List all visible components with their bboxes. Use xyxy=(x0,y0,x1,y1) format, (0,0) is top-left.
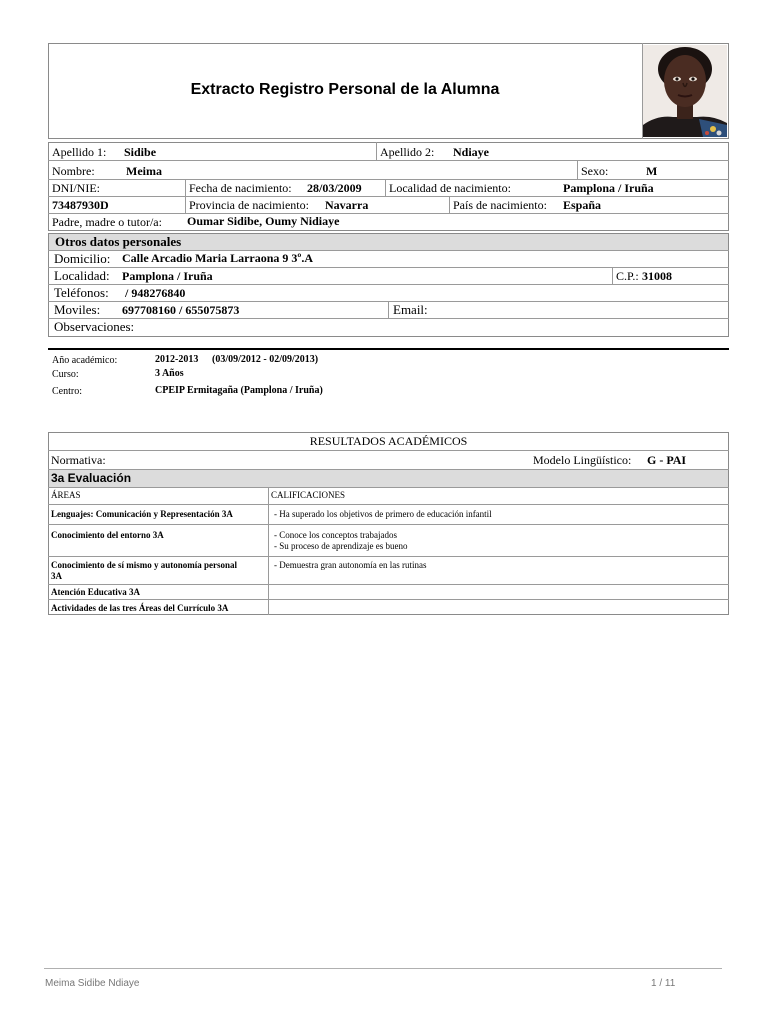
col-divider xyxy=(577,160,578,179)
cp-value: 31008 xyxy=(642,269,672,283)
ano-value: 2012-2013 xyxy=(155,354,199,365)
nombre-label: Nombre: xyxy=(52,164,95,178)
row-divider xyxy=(48,504,729,505)
localidad-label: Localidad: xyxy=(54,268,110,283)
row-divider xyxy=(48,284,729,285)
evaluacion-heading: 3a Evaluación xyxy=(51,471,132,485)
centro-value: CPEIP Ermitagaña (Pamplona / Iruña) xyxy=(155,385,323,396)
calificacion: - Demuestra gran autonomía en las rutinas xyxy=(274,560,427,570)
sexo-value: M xyxy=(646,164,658,178)
provincia-label: Provincia de nacimiento: xyxy=(189,198,309,212)
area-name: Conocimiento de sí mismo y autonomía personal xyxy=(51,560,238,570)
modelo-label: Modelo Lingüístico: xyxy=(533,453,632,467)
domicilio-value: Calle Arcadio Maria Larraona 9 3º.A xyxy=(122,251,314,265)
pais-value: España xyxy=(563,198,602,212)
padres-value: Oumar Sidibe, Oumy Nidiaye xyxy=(187,214,340,228)
area-name-line2: 3A xyxy=(51,571,62,581)
area-name: Lenguajes: Comunicación y Representación 3A xyxy=(51,509,233,519)
row-divider xyxy=(48,267,729,268)
provincia-value: Navarra xyxy=(325,198,369,212)
section-separator xyxy=(48,348,729,350)
moviles-label: Moviles: xyxy=(54,302,101,317)
page-title: Extracto Registro Personal de la Alumna xyxy=(190,81,500,98)
telefonos-value: / 948276840 xyxy=(125,286,186,300)
evaluacion-bg xyxy=(49,470,728,487)
area-name: Atención Educativa 3A xyxy=(51,587,141,597)
dni-value: 73487930D xyxy=(52,198,109,212)
telefonos-label: Teléfonos: xyxy=(54,285,109,300)
calificacion: - Ha superado los objetivos de primero de educación infantil xyxy=(274,509,492,519)
otros-heading: Otros datos personales xyxy=(55,234,182,249)
ano-range: (03/09/2012 - 02/09/2013) xyxy=(212,354,319,365)
localidad-nacimiento-label: Localidad de nacimiento: xyxy=(389,181,511,195)
email-label: Email: xyxy=(393,302,428,317)
fecha-nacimiento-label: Fecha de nacimiento: xyxy=(189,181,292,195)
localidad-value: Pamplona / Iruña xyxy=(122,269,213,283)
apellido2-value: Ndiaye xyxy=(453,145,489,159)
apellido1-label: Apellido 1: xyxy=(52,145,107,159)
resultados-title: RESULTADOS ACADÉMICOS xyxy=(309,434,468,448)
row-divider xyxy=(48,524,729,525)
row-divider xyxy=(48,556,729,557)
apellido2-label: Apellido 2: xyxy=(380,145,435,159)
calificacion: - Conoce los conceptos trabajados xyxy=(274,530,397,540)
calificacion: - Su proceso de aprendizaje es bueno xyxy=(274,541,408,551)
footer-rule xyxy=(44,968,722,969)
row-divider xyxy=(48,213,729,214)
row-divider xyxy=(48,450,729,451)
col-calif-header: CALIFICACIONES xyxy=(271,490,346,500)
row-divider xyxy=(48,179,729,180)
padres-label: Padre, madre o tutor/a: xyxy=(52,215,162,229)
fecha-nacimiento-value: 28/03/2009 xyxy=(307,181,362,195)
row-divider xyxy=(48,318,729,319)
normativa-label: Normativa: xyxy=(51,453,106,467)
nombre-value: Meima xyxy=(126,164,162,178)
apellido1-value: Sidibe xyxy=(124,145,157,159)
dni-label: DNI/NIE: xyxy=(52,181,100,195)
area-name: Conocimiento del entorno 3A xyxy=(51,530,164,540)
curso-label: Curso: xyxy=(52,369,79,380)
localidad-nacimiento-value: Pamplona / Iruña xyxy=(563,181,654,195)
observaciones-label: Observaciones: xyxy=(54,319,135,334)
sexo-label: Sexo: xyxy=(581,164,609,178)
student-photo xyxy=(643,45,727,137)
footer-name: Meima Sidibe Ndiaye xyxy=(45,978,140,989)
curso-value: 3 Años xyxy=(155,368,184,379)
area-name: Actividades de las tres Áreas del Currículo 3A xyxy=(51,603,229,613)
pais-label: País de nacimiento: xyxy=(453,198,547,212)
centro-label: Centro: xyxy=(52,386,82,397)
row-divider xyxy=(48,487,729,488)
col-divider xyxy=(376,142,377,160)
col-divider xyxy=(449,196,450,213)
col-areas-header: ÁREAS xyxy=(51,490,81,500)
page-number: 1 / 11 xyxy=(651,978,676,989)
col-divider xyxy=(385,179,386,196)
col-divider xyxy=(185,179,186,213)
cp-label: C.P.: xyxy=(616,269,639,283)
col-divider xyxy=(268,487,269,615)
row-divider xyxy=(48,584,729,585)
row-divider xyxy=(48,196,729,197)
col-divider xyxy=(612,267,613,284)
ano-label: Año académico: xyxy=(52,355,118,366)
row-divider xyxy=(48,160,729,161)
col-divider xyxy=(388,301,389,318)
modelo-value: G - PAI xyxy=(647,453,687,467)
domicilio-label: Domicilio: xyxy=(54,251,111,266)
moviles-value: 697708160 / 655075873 xyxy=(122,303,240,317)
row-divider xyxy=(48,599,729,600)
